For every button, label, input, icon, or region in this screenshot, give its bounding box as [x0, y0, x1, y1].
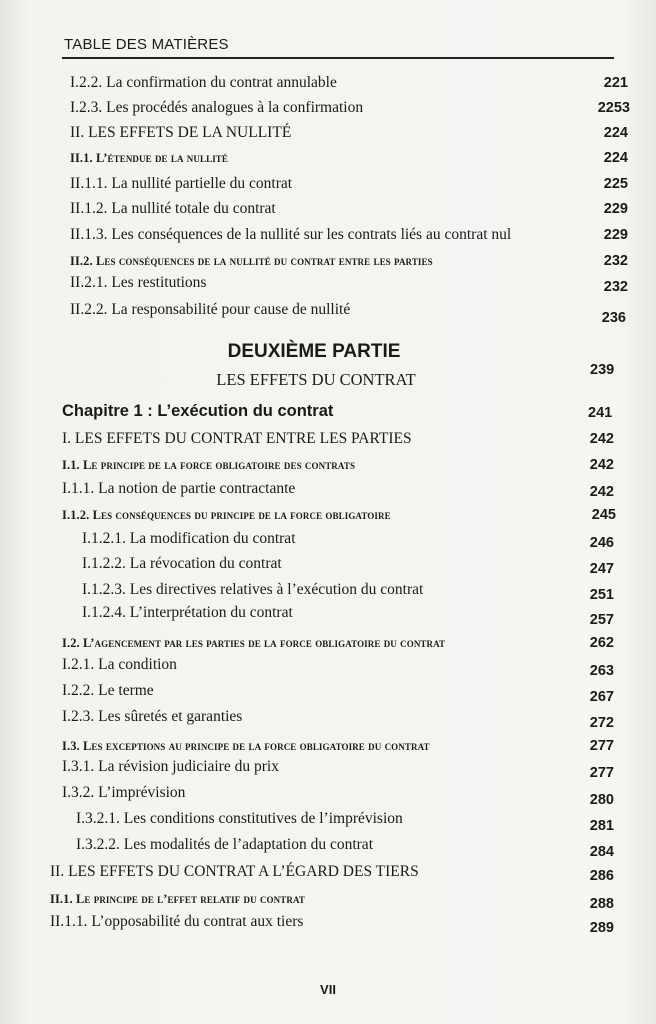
toc-entry-label: II.1.1. La nullité partielle du contrat — [70, 175, 293, 192]
toc-entry-label: I.2.3. Les sûretés et garanties — [62, 708, 243, 725]
toc-entry-label: I.2.1. La condition — [62, 656, 177, 673]
part-page: 239 — [590, 362, 615, 378]
toc-entry-label: I.1.2.1. La modification du contrat — [82, 530, 296, 547]
toc-entry-label: I.2.2. La confirmation du contrat annulable — [70, 74, 337, 91]
toc-entry-page: 232 — [603, 253, 628, 269]
toc-entry[interactable] — [62, 756, 614, 781]
toc-entry[interactable] — [76, 808, 614, 834]
header-rule — [62, 57, 614, 59]
toc-entry-label: I.1.2.3. Les directives relatives à l’exécution du contrat — [82, 581, 424, 598]
toc-entry[interactable] — [62, 654, 614, 679]
toc-entry[interactable] — [62, 632, 614, 654]
toc-entry-page: 242 — [589, 484, 614, 500]
toc-entry[interactable] — [82, 553, 614, 575]
toc-entry-label: II.2.1. Les restitutions — [70, 274, 207, 291]
toc-entry[interactable] — [70, 224, 630, 246]
toc-entry-page: 224 — [603, 125, 628, 141]
toc-entry[interactable] — [82, 528, 614, 550]
toc-entry[interactable] — [70, 173, 630, 195]
toc-entry[interactable] — [76, 834, 614, 860]
toc-entry-page: 267 — [589, 689, 614, 705]
toc-entry-page: 247 — [589, 561, 614, 577]
toc-entry[interactable] — [62, 454, 614, 476]
toc-entry-label: I.1.1. La notion de partie contractante — [62, 480, 296, 497]
toc-entry-page: 221 — [603, 75, 628, 91]
toc-entry[interactable] — [70, 198, 630, 220]
toc-entry-page: 281 — [589, 818, 614, 834]
part-title: DEUXIÈME PARTIE — [227, 341, 401, 362]
toc-entry-page: 232 — [603, 279, 628, 295]
toc-entry[interactable] — [70, 250, 630, 272]
toc-entry[interactable] — [70, 122, 630, 144]
toc-entry-label: II. LES EFFETS DE LA NULLITÉ — [70, 124, 292, 141]
toc-entry[interactable] — [70, 97, 630, 119]
part-subtitle: LES EFFETS DU CONTRAT — [216, 370, 416, 389]
toc-entry-label: II.1.1. L’opposabilité du contrat aux tiers — [50, 913, 304, 930]
toc-entry-label: II.1.2. La nullité totale du contrat — [70, 200, 276, 217]
toc-entry-label: I.2.3. Les procédés analogues à la confirmation — [70, 99, 364, 116]
toc-entry[interactable] — [82, 602, 614, 628]
toc-entry-label: I.3.2.2. Les modalités de l’adaptation du contrat — [76, 836, 373, 853]
toc-entry-page: 272 — [589, 715, 614, 731]
toc-entry[interactable] — [82, 579, 614, 601]
toc-entry-page: 277 — [589, 738, 614, 754]
toc-entry-page: 229 — [603, 201, 628, 217]
toc-entry[interactable] — [70, 72, 630, 94]
toc-entry[interactable] — [50, 888, 614, 910]
toc-entry-label: II.1. Le principe de l’effet relatif du contrat — [50, 892, 305, 906]
toc-entry-label: I.1.2.4. L’interprétation du contrat — [82, 604, 293, 621]
toc-entry[interactable] — [62, 782, 614, 808]
toc-entry[interactable] — [50, 861, 614, 883]
toc-entry-page: 2253 — [597, 100, 630, 116]
toc-entry-page: 225 — [603, 176, 628, 192]
toc-entry[interactable] — [62, 428, 614, 450]
toc-entry-label: I.1. Le principe de la force obligatoire des contrats — [62, 458, 356, 472]
toc-entry-page: 263 — [589, 663, 614, 679]
toc-entry-label: II.2. Les conséquences de la nullité du contrat entre les parties — [70, 254, 433, 268]
running-header: TABLE DES MATIÈRES — [64, 36, 229, 53]
toc-entry-page: 277 — [589, 765, 614, 781]
toc-entry-label: I.3.2.1. Les conditions constitutives de l’imprévision — [76, 810, 403, 827]
toc-entry-label: II. LES EFFETS DU CONTRAT A L’ÉGARD DES TIERS — [50, 863, 419, 880]
toc-entry-page: 251 — [589, 587, 614, 603]
toc-entry-label: I.2. L’agencement par les parties de la force obligatoire du contrat — [62, 636, 446, 650]
toc-entry-page: 236 — [601, 310, 626, 326]
toc-entry-page: 245 — [591, 507, 616, 523]
toc-entry-page: 284 — [589, 844, 614, 860]
toc-entry-label: II.2.2. La responsabilité pour cause de nullité — [70, 301, 351, 318]
chapter-title[interactable]: Chapitre 1 : L’exécution du contrat — [62, 402, 334, 420]
toc-entry[interactable] — [62, 680, 614, 705]
toc-entry-label: I.1.2.2. La révocation du contrat — [82, 555, 282, 572]
toc-entry-label: II.1.3. Les conséquences de la nullité sur les contrats liés au contrat nul — [70, 226, 512, 243]
toc-entry-label: I. LES EFFETS DU CONTRAT ENTRE LES PARTIES — [62, 430, 412, 447]
toc-entry[interactable] — [62, 706, 614, 731]
toc-entry-page: 262 — [589, 635, 614, 651]
toc-entry-page: 224 — [603, 150, 628, 166]
toc-entry-label: I.3.1. La révision judiciaire du prix — [62, 758, 279, 775]
toc-entry[interactable] — [62, 504, 614, 526]
toc-entry-page: 242 — [589, 457, 614, 473]
toc-entry-page: 289 — [589, 920, 614, 936]
toc-entry-page: 242 — [589, 431, 614, 447]
page-number: VII — [320, 982, 336, 997]
toc-entry-label: II.1. L’étendue de la nullité — [70, 151, 229, 165]
toc-entry-page: 280 — [589, 792, 614, 808]
toc-entry-label: I.3. Les exceptions au principe de la force obligatoire du contrat — [62, 739, 430, 753]
toc-entry-page: 286 — [589, 868, 614, 884]
toc-entry[interactable] — [50, 911, 614, 936]
toc-entry[interactable] — [70, 272, 630, 294]
toc-entry-label: I.3.2. L’imprévision — [62, 784, 186, 801]
toc-entry-page: 257 — [589, 612, 614, 628]
toc-entry-label: I.1.2. Les conséquences du principe de la force obligatoire — [62, 508, 391, 522]
toc-entry-page: 288 — [589, 896, 614, 912]
toc-entry-page: 229 — [603, 227, 628, 243]
toc-entry-label: I.2.2. Le terme — [62, 682, 154, 699]
toc-entry[interactable] — [62, 478, 614, 500]
toc-entry-page: 246 — [589, 535, 614, 551]
chapter-page: 241 — [588, 405, 613, 421]
toc-entry[interactable] — [70, 299, 630, 326]
toc-entry[interactable] — [62, 735, 614, 757]
toc-entry[interactable] — [70, 147, 630, 169]
